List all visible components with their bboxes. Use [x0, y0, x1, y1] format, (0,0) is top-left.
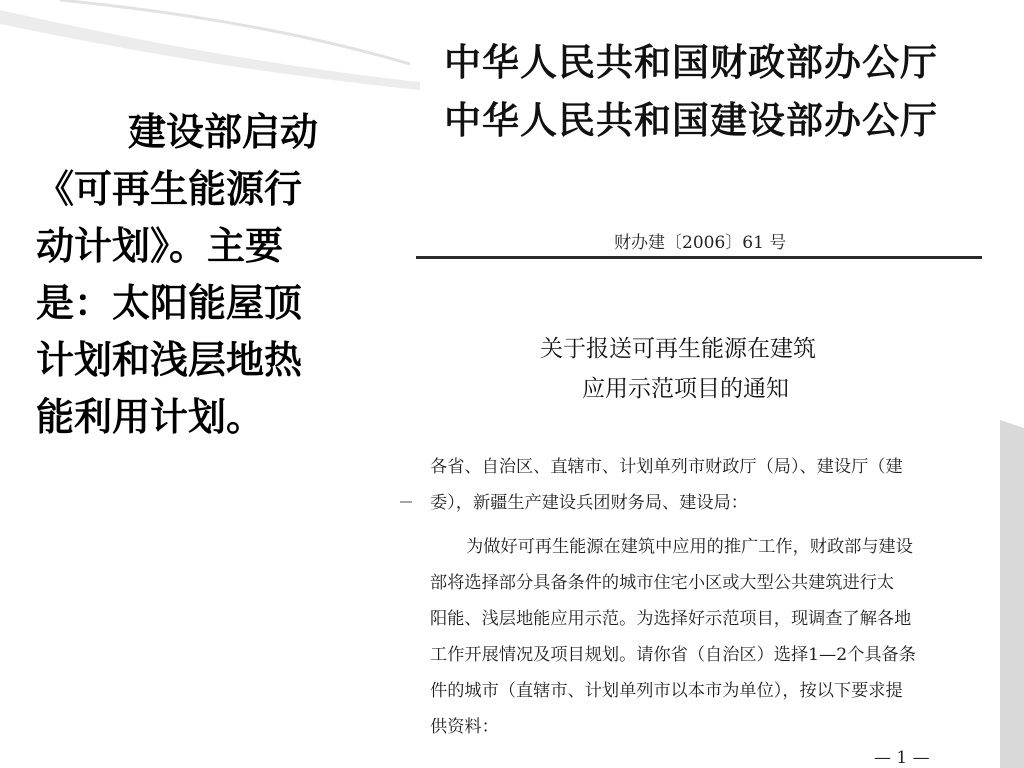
issuer-header-construction: 中华人民共和国建设部办公厅	[444, 98, 938, 142]
caption-line: 能利用计划。	[36, 395, 265, 439]
body-line: 件的城市（直辖市、计划单列市以本市为单位），按以下要求提	[430, 681, 903, 701]
page-number: — 1 —	[874, 748, 930, 768]
body-line: 工作开展情况及项目规划。请你省（自治区）选择1—2个具备条	[430, 645, 916, 665]
document-title-line: 应用示范项目的通知	[582, 376, 789, 402]
issuer-header-finance: 中华人民共和国财政部办公厅	[444, 40, 938, 84]
scanned-document	[404, 14, 1000, 768]
body-line: 委），新疆生产建设兵团财务局、建设局：	[430, 493, 748, 513]
caption-line: 是：太阳能屋顶	[36, 281, 303, 325]
body-line: 各省、自治区、直辖市、计划单列市财政厅（局）、建设厅（建	[430, 457, 903, 477]
document-number: 财办建〔2006〕61 号	[614, 233, 787, 253]
caption-line: 建设部启动	[128, 110, 319, 154]
right-gray-panel	[1000, 420, 1024, 768]
top-curve-line	[60, 0, 410, 64]
body-line: 阳能、浅层地能应用示范。为选择好示范项目，现调查了解各地	[430, 609, 912, 629]
caption-line: 计划和浅层地热	[36, 338, 303, 382]
body-line: 为做好可再生能源在建筑中应用的推广工作，财政部与建设	[466, 537, 913, 557]
header-divider	[416, 256, 982, 259]
slide-caption	[36, 104, 366, 446]
body-line: 部将选择部分具备条件的城市住宅小区或大型公共建筑进行太	[430, 573, 895, 593]
caption-line: 《可再生能源行	[36, 167, 303, 211]
caption-line: 动计划》。主要	[36, 224, 284, 268]
document-title-line: 关于报送可再生能源在建筑	[540, 336, 816, 362]
body-line: 供资料：	[430, 717, 499, 737]
